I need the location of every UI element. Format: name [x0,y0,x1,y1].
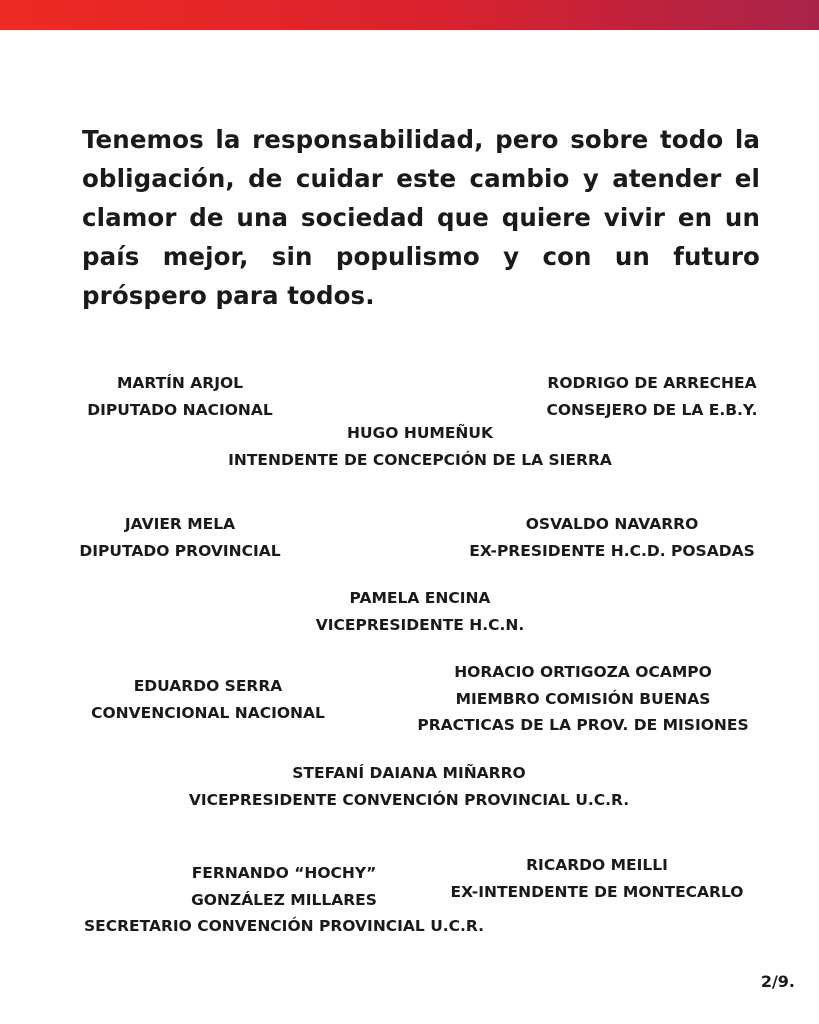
signer-title: VICEPRESIDENTE H.C.N. [315,615,525,634]
signature-horacio-ortigoza-ocampo [396,659,770,739]
signer-name: STEFANÍ DAIANA MIÑARRO [292,764,526,782]
signature-javier-mela [60,511,300,564]
signer-name: PAMELA ENCINA [349,589,491,607]
signer-name: JAVIER MELA [124,515,236,533]
signer-name: HORACIO ORTIGOZA OCAMPO [454,663,712,681]
signer-name: EDUARDO SERRA [133,677,283,695]
signer-name: OSVALDO NAVARRO [525,515,699,533]
signer-title: CONVENCIONAL NACIONAL [91,703,325,722]
signer-name: RICARDO MEILLI [526,856,668,874]
signer-title: VICEPRESIDENTE CONVENCIÓN PROVINCIAL U.C.R. [188,790,630,809]
signature-pamela-encina [290,585,550,638]
signer-name-line2: GONZÁLEZ MILLARES [191,890,377,909]
signer-name: HUGO HUMEÑUK [347,424,493,442]
signer-title: SECRETARIO CONVENCIÓN PROVINCIAL U.C.R. [83,917,485,935]
signer-title: EX-INTENDENTE DE MONTECARLO [450,882,744,901]
quote-text: Tenemos la responsabilidad, pero sobre todo la obligación, de cuidar este cambio y atender el clamor de una sociedad que quiere vivir en un país mejor, sin populismo y con un futuro próspero para todos. [82,125,760,310]
signer-title: CONSEJERO DE LA E.B.Y. [546,400,758,419]
signature-ricardo-meilli [426,852,768,905]
signature-martin-arjol [80,370,280,423]
page-number: 2/9. [760,972,795,991]
signature-osvaldo-navarro [448,511,776,564]
top-accent-bar [0,0,819,30]
signer-title-line2: PRACTICAS DE LA PROV. DE MISIONES [417,716,749,734]
signer-title: EX-PRESIDENTE H.C.D. POSADAS [469,541,755,560]
signer-name-line1: FERNANDO “HOCHY” [191,864,377,882]
signer-title: DIPUTADO PROVINCIAL [79,541,281,560]
signer-title: DIPUTADO NACIONAL [87,400,273,419]
signature-hugo-humenuk [200,420,640,473]
signer-name: MARTÍN ARJOL [116,374,244,392]
signature-stefani-daiana-minarro [160,760,658,813]
signer-title: INTENDENTE DE CONCEPCIÓN DE LA SIERRA [228,450,612,469]
signer-title-line1: MIEMBRO COMISIÓN BUENAS [455,689,711,708]
signature-eduardo-serra [68,673,348,726]
signer-name: RODRIGO DE ARRECHEA [547,374,757,392]
signature-rodrigo-de-arrechea [522,370,782,423]
